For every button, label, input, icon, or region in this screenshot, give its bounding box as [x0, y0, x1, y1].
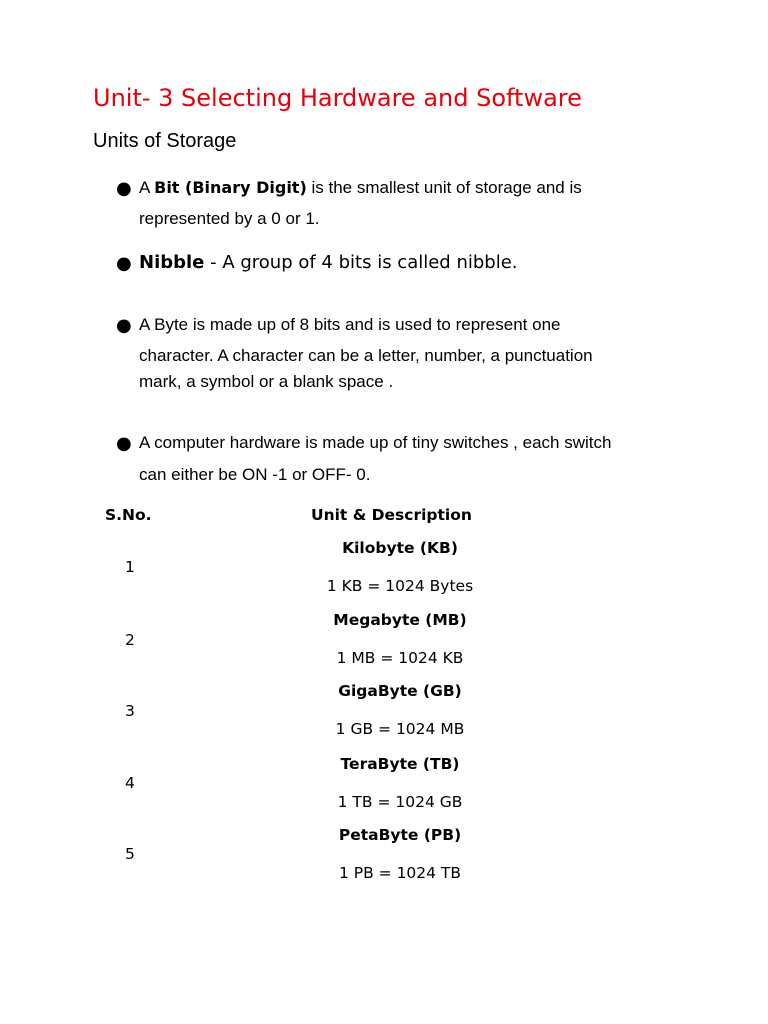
- table-row-unit-name: PetaByte (PB): [338, 826, 462, 844]
- table-row-sno: 4: [125, 774, 135, 792]
- table-row-unit-desc: 1 GB = 1024 MB: [335, 720, 465, 738]
- bullet-bit-prefix: A: [139, 178, 155, 197]
- table-row-unit-desc: 1 KB = 1024 Bytes: [326, 577, 474, 595]
- bullet-nibble-term: Nibble: [139, 252, 205, 273]
- table-header-unit: Unit & Description: [311, 506, 472, 524]
- table-row-unit-name: Megabyte (MB): [333, 611, 467, 629]
- table-row-sno: 2: [125, 631, 135, 649]
- bullet-icon: ●: [116, 315, 132, 336]
- table-row-sno: 5: [125, 845, 135, 863]
- bullet-byte-line2: character. A character can be a letter, number, a punctuation: [139, 346, 593, 365]
- section-heading: Units of Storage: [93, 130, 237, 152]
- table-row-unit-desc: 1 TB = 1024 GB: [337, 793, 463, 811]
- table-row-sno: 1: [125, 558, 135, 576]
- table-row-unit-name: GigaByte (GB): [338, 682, 462, 700]
- bullet-nibble-line: [139, 252, 518, 273]
- bullet-byte-line3: mark, a symbol or a blank space .: [139, 372, 394, 391]
- table-row-unit-name: Kilobyte (KB): [342, 539, 458, 557]
- bullet-hardware-line2: can either be ON -1 or OFF- 0.: [139, 465, 371, 484]
- bullet-byte-line1: A Byte is made up of 8 bits and is used to represent one: [139, 315, 561, 334]
- bullet-icon: ●: [116, 253, 132, 274]
- bullet-bit-term: Bit (Binary Digit): [154, 178, 307, 197]
- bullet-icon: ●: [116, 178, 132, 199]
- bullet-icon: ●: [116, 433, 132, 454]
- bullet-hardware-line1: A computer hardware is made up of tiny switches , each switch: [139, 433, 612, 452]
- table-row-unit-name: TeraByte (TB): [340, 755, 460, 773]
- table-row-unit-desc: 1 MB = 1024 KB: [336, 649, 464, 667]
- bullet-bit-line2: represented by a 0 or 1.: [139, 209, 320, 228]
- table-header-sno: S.No.: [105, 506, 152, 524]
- bullet-bit-line1: [139, 178, 582, 198]
- table-row-unit-desc: 1 PB = 1024 TB: [338, 864, 462, 882]
- bullet-nibble-text: - A group of 4 bits is called nibble.: [204, 252, 518, 273]
- page-title: Unit- 3 Selecting Hardware and Software: [93, 84, 582, 112]
- table-row-sno: 3: [125, 702, 135, 720]
- bullet-bit-text: is the smallest unit of storage and is: [306, 178, 582, 197]
